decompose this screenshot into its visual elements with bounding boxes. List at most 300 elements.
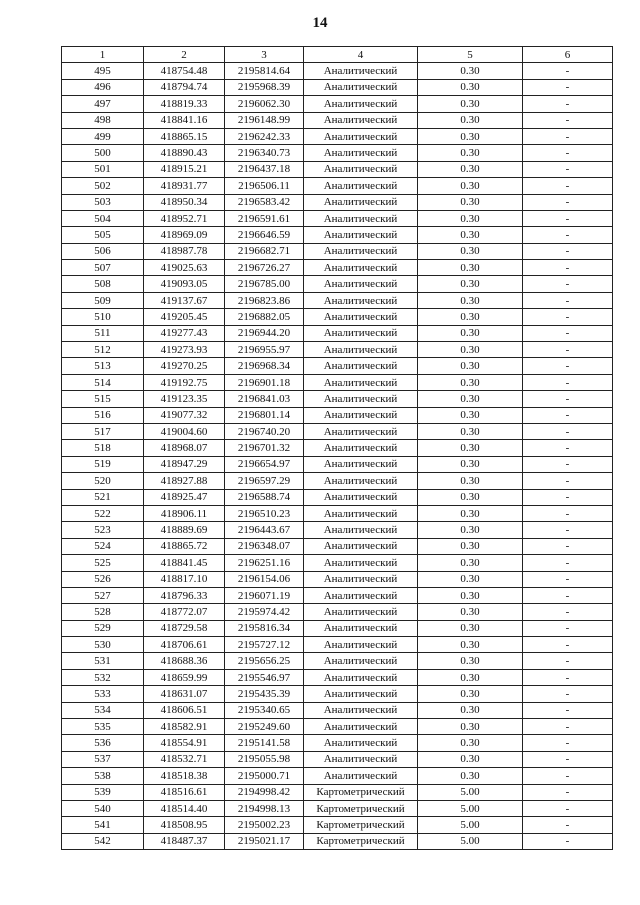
table-row [62, 604, 613, 620]
note-cell: - [523, 260, 613, 276]
note-cell: - [523, 456, 613, 472]
accuracy-cell: 5.00 [418, 800, 523, 816]
y-coordinate-cell: 2196901.18 [225, 374, 304, 390]
y-coordinate-cell: 2196801.14 [225, 407, 304, 423]
y-coordinate-cell: 2196823.86 [225, 292, 304, 308]
point-number-cell: 506 [62, 243, 144, 259]
note-cell: - [523, 702, 613, 718]
accuracy-cell: 0.30 [418, 735, 523, 751]
accuracy-cell: 0.30 [418, 637, 523, 653]
table-row [62, 571, 613, 587]
x-coordinate-cell: 418841.45 [144, 555, 225, 571]
accuracy-cell: 5.00 [418, 784, 523, 800]
table-row [62, 374, 613, 390]
accuracy-cell: 0.30 [418, 79, 523, 95]
table-row [62, 391, 613, 407]
accuracy-cell: 0.30 [418, 473, 523, 489]
note-cell: - [523, 145, 613, 161]
x-coordinate-cell: 418508.95 [144, 817, 225, 833]
y-coordinate-cell: 2194998.13 [225, 800, 304, 816]
table-row [62, 751, 613, 767]
accuracy-cell: 0.30 [418, 456, 523, 472]
method-cell: Аналитический [304, 178, 418, 194]
table-row [62, 63, 613, 79]
table-row [62, 653, 613, 669]
x-coordinate-cell: 419004.60 [144, 423, 225, 439]
table-row [62, 686, 613, 702]
accuracy-cell: 0.30 [418, 702, 523, 718]
point-number-cell: 513 [62, 358, 144, 374]
point-number-cell: 514 [62, 374, 144, 390]
table-row [62, 456, 613, 472]
note-cell: - [523, 391, 613, 407]
method-cell: Аналитический [304, 342, 418, 358]
note-cell: - [523, 210, 613, 226]
y-coordinate-cell: 2196437.18 [225, 161, 304, 177]
note-cell: - [523, 538, 613, 554]
note-cell: - [523, 473, 613, 489]
accuracy-cell: 0.30 [418, 309, 523, 325]
accuracy-cell: 0.30 [418, 423, 523, 439]
y-coordinate-cell: 2196443.67 [225, 522, 304, 538]
y-coordinate-cell: 2196154.06 [225, 571, 304, 587]
note-cell: - [523, 79, 613, 95]
note-cell: - [523, 128, 613, 144]
accuracy-cell: 0.30 [418, 374, 523, 390]
method-cell: Аналитический [304, 571, 418, 587]
y-coordinate-cell: 2196062.30 [225, 96, 304, 112]
column-header-5: 5 [418, 47, 523, 63]
accuracy-cell: 0.30 [418, 407, 523, 423]
y-coordinate-cell: 2196726.27 [225, 260, 304, 276]
table-row [62, 538, 613, 554]
point-number-cell: 512 [62, 342, 144, 358]
note-cell: - [523, 817, 613, 833]
x-coordinate-cell: 418865.15 [144, 128, 225, 144]
point-number-cell: 542 [62, 833, 144, 849]
x-coordinate-cell: 418754.48 [144, 63, 225, 79]
accuracy-cell: 0.30 [418, 128, 523, 144]
x-coordinate-cell: 418952.71 [144, 210, 225, 226]
y-coordinate-cell: 2195141.58 [225, 735, 304, 751]
x-coordinate-cell: 418987.78 [144, 243, 225, 259]
method-cell: Аналитический [304, 292, 418, 308]
table-row [62, 817, 613, 833]
column-header-4: 4 [304, 47, 418, 63]
point-number-cell: 522 [62, 505, 144, 521]
table-row [62, 145, 613, 161]
y-coordinate-cell: 2196348.07 [225, 538, 304, 554]
x-coordinate-cell: 418931.77 [144, 178, 225, 194]
x-coordinate-cell: 418772.07 [144, 604, 225, 620]
x-coordinate-cell: 418889.69 [144, 522, 225, 538]
table-row [62, 325, 613, 341]
x-coordinate-cell: 418890.43 [144, 145, 225, 161]
x-coordinate-cell: 418968.07 [144, 440, 225, 456]
y-coordinate-cell: 2195055.98 [225, 751, 304, 767]
y-coordinate-cell: 2195021.17 [225, 833, 304, 849]
accuracy-cell: 0.30 [418, 686, 523, 702]
note-cell: - [523, 555, 613, 571]
method-cell: Аналитический [304, 423, 418, 439]
x-coordinate-cell: 418819.33 [144, 96, 225, 112]
method-cell: Аналитический [304, 325, 418, 341]
accuracy-cell: 0.30 [418, 440, 523, 456]
y-coordinate-cell: 2195000.71 [225, 768, 304, 784]
point-number-cell: 495 [62, 63, 144, 79]
note-cell: - [523, 407, 613, 423]
table-row [62, 342, 613, 358]
y-coordinate-cell: 2195002.23 [225, 817, 304, 833]
method-cell: Картометрический [304, 833, 418, 849]
x-coordinate-cell: 419205.45 [144, 309, 225, 325]
x-coordinate-cell: 418532.71 [144, 751, 225, 767]
accuracy-cell: 5.00 [418, 817, 523, 833]
y-coordinate-cell: 2195249.60 [225, 719, 304, 735]
note-cell: - [523, 604, 613, 620]
method-cell: Аналитический [304, 391, 418, 407]
method-cell: Аналитический [304, 194, 418, 210]
point-number-cell: 516 [62, 407, 144, 423]
accuracy-cell: 0.30 [418, 751, 523, 767]
table-row [62, 522, 613, 538]
table-row [62, 719, 613, 735]
table-row [62, 194, 613, 210]
point-number-cell: 519 [62, 456, 144, 472]
y-coordinate-cell: 2196682.71 [225, 243, 304, 259]
point-number-cell: 517 [62, 423, 144, 439]
x-coordinate-cell: 418659.99 [144, 669, 225, 685]
point-number-cell: 527 [62, 587, 144, 603]
x-coordinate-cell: 418582.91 [144, 719, 225, 735]
method-cell: Аналитический [304, 489, 418, 505]
method-cell: Аналитический [304, 260, 418, 276]
point-number-cell: 498 [62, 112, 144, 128]
table-row [62, 178, 613, 194]
y-coordinate-cell: 2195814.64 [225, 63, 304, 79]
point-number-cell: 536 [62, 735, 144, 751]
accuracy-cell: 0.30 [418, 194, 523, 210]
table-row [62, 112, 613, 128]
note-cell: - [523, 178, 613, 194]
table-row [62, 260, 613, 276]
x-coordinate-cell: 418514.40 [144, 800, 225, 816]
accuracy-cell: 0.30 [418, 260, 523, 276]
x-coordinate-cell: 419077.32 [144, 407, 225, 423]
note-cell: - [523, 768, 613, 784]
table-row [62, 96, 613, 112]
table-row [62, 292, 613, 308]
accuracy-cell: 0.30 [418, 669, 523, 685]
accuracy-cell: 0.30 [418, 391, 523, 407]
point-number-cell: 501 [62, 161, 144, 177]
note-cell: - [523, 686, 613, 702]
accuracy-cell: 0.30 [418, 768, 523, 784]
method-cell: Аналитический [304, 505, 418, 521]
note-cell: - [523, 342, 613, 358]
note-cell: - [523, 374, 613, 390]
note-cell: - [523, 653, 613, 669]
table-row [62, 423, 613, 439]
table-row [62, 784, 613, 800]
note-cell: - [523, 522, 613, 538]
accuracy-cell: 0.30 [418, 620, 523, 636]
x-coordinate-cell: 418915.21 [144, 161, 225, 177]
accuracy-cell: 0.30 [418, 342, 523, 358]
point-number-cell: 539 [62, 784, 144, 800]
method-cell: Аналитический [304, 79, 418, 95]
method-cell: Аналитический [304, 374, 418, 390]
accuracy-cell: 0.30 [418, 522, 523, 538]
x-coordinate-cell: 418518.38 [144, 768, 225, 784]
coordinates-table [61, 46, 613, 850]
accuracy-cell: 0.30 [418, 719, 523, 735]
note-cell: - [523, 669, 613, 685]
note-cell: - [523, 489, 613, 505]
method-cell: Аналитический [304, 96, 418, 112]
x-coordinate-cell: 418906.11 [144, 505, 225, 521]
y-coordinate-cell: 2194998.42 [225, 784, 304, 800]
point-number-cell: 502 [62, 178, 144, 194]
method-cell: Аналитический [304, 161, 418, 177]
accuracy-cell: 0.30 [418, 571, 523, 587]
y-coordinate-cell: 2195340.65 [225, 702, 304, 718]
point-number-cell: 520 [62, 473, 144, 489]
accuracy-cell: 0.30 [418, 112, 523, 128]
table-row [62, 505, 613, 521]
point-number-cell: 541 [62, 817, 144, 833]
accuracy-cell: 0.30 [418, 96, 523, 112]
table-body [62, 63, 613, 850]
method-cell: Картометрический [304, 817, 418, 833]
point-number-cell: 518 [62, 440, 144, 456]
table-row [62, 161, 613, 177]
y-coordinate-cell: 2196654.97 [225, 456, 304, 472]
table-row [62, 227, 613, 243]
table-row [62, 309, 613, 325]
x-coordinate-cell: 418969.09 [144, 227, 225, 243]
y-coordinate-cell: 2196646.59 [225, 227, 304, 243]
method-cell: Аналитический [304, 276, 418, 292]
column-header-2: 2 [144, 47, 225, 63]
x-coordinate-cell: 418950.34 [144, 194, 225, 210]
x-coordinate-cell: 418729.58 [144, 620, 225, 636]
y-coordinate-cell: 2196841.03 [225, 391, 304, 407]
point-number-cell: 523 [62, 522, 144, 538]
note-cell: - [523, 440, 613, 456]
accuracy-cell: 0.30 [418, 538, 523, 554]
header-row [62, 47, 613, 63]
note-cell: - [523, 194, 613, 210]
note-cell: - [523, 292, 613, 308]
table-row [62, 473, 613, 489]
method-cell: Аналитический [304, 63, 418, 79]
note-cell: - [523, 735, 613, 751]
accuracy-cell: 0.30 [418, 555, 523, 571]
x-coordinate-cell: 419277.43 [144, 325, 225, 341]
accuracy-cell: 0.30 [418, 210, 523, 226]
x-coordinate-cell: 418817.10 [144, 571, 225, 587]
point-number-cell: 500 [62, 145, 144, 161]
y-coordinate-cell: 2196882.05 [225, 309, 304, 325]
x-coordinate-cell: 418794.74 [144, 79, 225, 95]
x-coordinate-cell: 418554.91 [144, 735, 225, 751]
note-cell: - [523, 784, 613, 800]
method-cell: Аналитический [304, 555, 418, 571]
y-coordinate-cell: 2196506.11 [225, 178, 304, 194]
x-coordinate-cell: 419137.67 [144, 292, 225, 308]
x-coordinate-cell: 419270.25 [144, 358, 225, 374]
point-number-cell: 505 [62, 227, 144, 243]
point-number-cell: 510 [62, 309, 144, 325]
note-cell: - [523, 833, 613, 849]
point-number-cell: 515 [62, 391, 144, 407]
table-row [62, 800, 613, 816]
accuracy-cell: 0.30 [418, 276, 523, 292]
point-number-cell: 538 [62, 768, 144, 784]
note-cell: - [523, 309, 613, 325]
y-coordinate-cell: 2196955.97 [225, 342, 304, 358]
method-cell: Аналитический [304, 145, 418, 161]
table-row [62, 555, 613, 571]
note-cell: - [523, 276, 613, 292]
accuracy-cell: 0.30 [418, 587, 523, 603]
x-coordinate-cell: 418516.61 [144, 784, 225, 800]
method-cell: Аналитический [304, 407, 418, 423]
x-coordinate-cell: 418925.47 [144, 489, 225, 505]
accuracy-cell: 0.30 [418, 325, 523, 341]
table-row [62, 358, 613, 374]
table-row [62, 79, 613, 95]
y-coordinate-cell: 2196242.33 [225, 128, 304, 144]
x-coordinate-cell: 419123.35 [144, 391, 225, 407]
table-row [62, 637, 613, 653]
y-coordinate-cell: 2196148.99 [225, 112, 304, 128]
method-cell: Аналитический [304, 538, 418, 554]
accuracy-cell: 0.30 [418, 604, 523, 620]
method-cell: Аналитический [304, 604, 418, 620]
method-cell: Аналитический [304, 227, 418, 243]
point-number-cell: 507 [62, 260, 144, 276]
note-cell: - [523, 96, 613, 112]
accuracy-cell: 0.30 [418, 489, 523, 505]
point-number-cell: 525 [62, 555, 144, 571]
accuracy-cell: 0.30 [418, 63, 523, 79]
accuracy-cell: 0.30 [418, 505, 523, 521]
y-coordinate-cell: 2195974.42 [225, 604, 304, 620]
x-coordinate-cell: 418688.36 [144, 653, 225, 669]
note-cell: - [523, 358, 613, 374]
accuracy-cell: 0.30 [418, 161, 523, 177]
point-number-cell: 533 [62, 686, 144, 702]
note-cell: - [523, 587, 613, 603]
accuracy-cell: 0.30 [418, 358, 523, 374]
y-coordinate-cell: 2196740.20 [225, 423, 304, 439]
y-coordinate-cell: 2196597.29 [225, 473, 304, 489]
point-number-cell: 499 [62, 128, 144, 144]
x-coordinate-cell: 419093.05 [144, 276, 225, 292]
x-coordinate-cell: 418841.16 [144, 112, 225, 128]
y-coordinate-cell: 2195435.39 [225, 686, 304, 702]
table-header [62, 47, 613, 63]
point-number-cell: 524 [62, 538, 144, 554]
point-number-cell: 529 [62, 620, 144, 636]
column-header-6: 6 [523, 47, 613, 63]
y-coordinate-cell: 2196785.00 [225, 276, 304, 292]
note-cell: - [523, 227, 613, 243]
note-cell: - [523, 719, 613, 735]
method-cell: Аналитический [304, 358, 418, 374]
method-cell: Аналитический [304, 719, 418, 735]
y-coordinate-cell: 2196591.61 [225, 210, 304, 226]
table-row [62, 669, 613, 685]
point-number-cell: 530 [62, 637, 144, 653]
x-coordinate-cell: 418631.07 [144, 686, 225, 702]
note-cell: - [523, 637, 613, 653]
page-number: 14 [312, 15, 328, 31]
method-cell: Картометрический [304, 784, 418, 800]
point-number-cell: 528 [62, 604, 144, 620]
accuracy-cell: 0.30 [418, 145, 523, 161]
method-cell: Аналитический [304, 637, 418, 653]
point-number-cell: 534 [62, 702, 144, 718]
x-coordinate-cell: 418947.29 [144, 456, 225, 472]
table-row [62, 735, 613, 751]
note-cell: - [523, 325, 613, 341]
method-cell: Аналитический [304, 768, 418, 784]
table-row [62, 702, 613, 718]
table-row [62, 833, 613, 849]
point-number-cell: 537 [62, 751, 144, 767]
y-coordinate-cell: 2196251.16 [225, 555, 304, 571]
x-coordinate-cell: 418927.88 [144, 473, 225, 489]
y-coordinate-cell: 2195727.12 [225, 637, 304, 653]
note-cell: - [523, 571, 613, 587]
x-coordinate-cell: 419025.63 [144, 260, 225, 276]
method-cell: Аналитический [304, 653, 418, 669]
x-coordinate-cell: 418796.33 [144, 587, 225, 603]
method-cell: Аналитический [304, 309, 418, 325]
accuracy-cell: 0.30 [418, 243, 523, 259]
note-cell: - [523, 751, 613, 767]
table-row [62, 276, 613, 292]
method-cell: Аналитический [304, 440, 418, 456]
note-cell: - [523, 620, 613, 636]
y-coordinate-cell: 2196588.74 [225, 489, 304, 505]
y-coordinate-cell: 2196510.23 [225, 505, 304, 521]
method-cell: Аналитический [304, 620, 418, 636]
method-cell: Аналитический [304, 735, 418, 751]
method-cell: Аналитический [304, 128, 418, 144]
table-row [62, 407, 613, 423]
x-coordinate-cell: 419192.75 [144, 374, 225, 390]
point-number-cell: 509 [62, 292, 144, 308]
accuracy-cell: 0.30 [418, 653, 523, 669]
column-header-1: 1 [62, 47, 144, 63]
accuracy-cell: 0.30 [418, 227, 523, 243]
note-cell: - [523, 243, 613, 259]
point-number-cell: 504 [62, 210, 144, 226]
table-row [62, 489, 613, 505]
table-row [62, 210, 613, 226]
method-cell: Аналитический [304, 243, 418, 259]
method-cell: Аналитический [304, 686, 418, 702]
table-row [62, 768, 613, 784]
table-row [62, 587, 613, 603]
note-cell: - [523, 505, 613, 521]
method-cell: Аналитический [304, 522, 418, 538]
x-coordinate-cell: 418706.61 [144, 637, 225, 653]
